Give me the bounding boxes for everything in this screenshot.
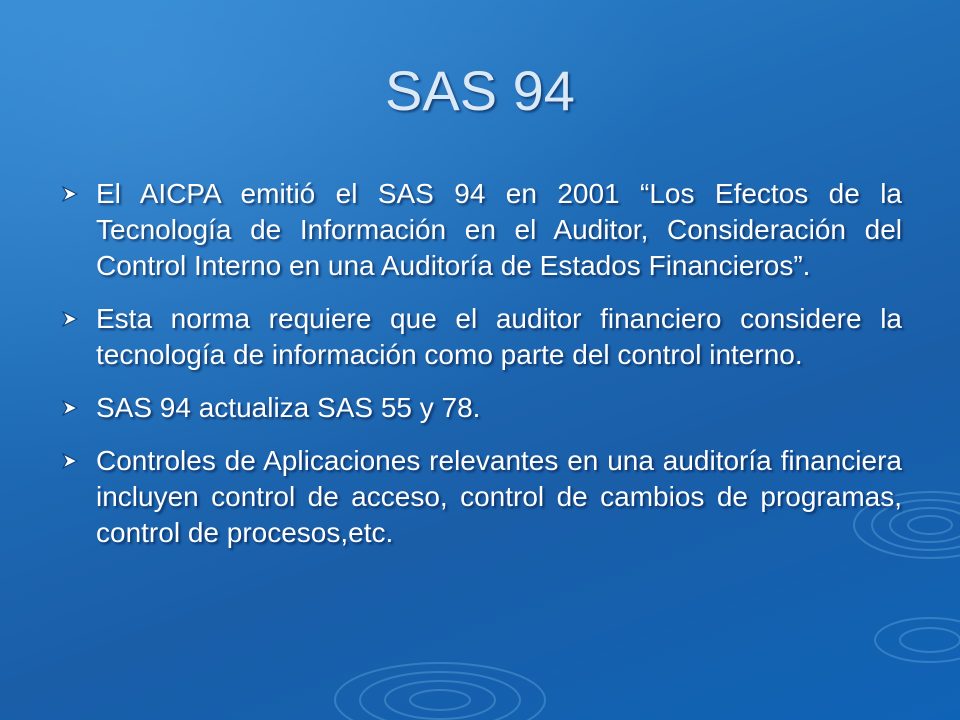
arrowhead-bullet-icon xyxy=(62,311,78,327)
bullet-text: El AICPA emitió el SAS 94 en 2001 “Los Efectos de la Tecnología de Información en el Auditor, Consideración del Control Interno en una Auditoría de Estados Financieros”. xyxy=(96,178,902,281)
bullet-item xyxy=(62,301,902,373)
arrowhead-bullet-icon xyxy=(62,186,78,202)
arrowhead-bullet-icon xyxy=(62,400,78,416)
bullet-text: SAS 94 actualiza SAS 55 y 78. xyxy=(96,392,481,423)
bullet-text: Esta norma requiere que el auditor financiero considere la tecnología de información como parte del control interno. xyxy=(96,303,902,370)
bullet-item xyxy=(62,176,902,284)
arrowhead-bullet-icon xyxy=(62,453,78,469)
bullet-item xyxy=(62,443,902,551)
slide-title: SAS 94 xyxy=(385,59,575,122)
bullet-item xyxy=(62,390,902,426)
bullet-list xyxy=(62,176,902,568)
bullet-text: Controles de Aplicaciones relevantes en una auditoría financiera incluyen control de acceso, control de cambios de programas, control de procesos,etc. xyxy=(96,445,902,548)
